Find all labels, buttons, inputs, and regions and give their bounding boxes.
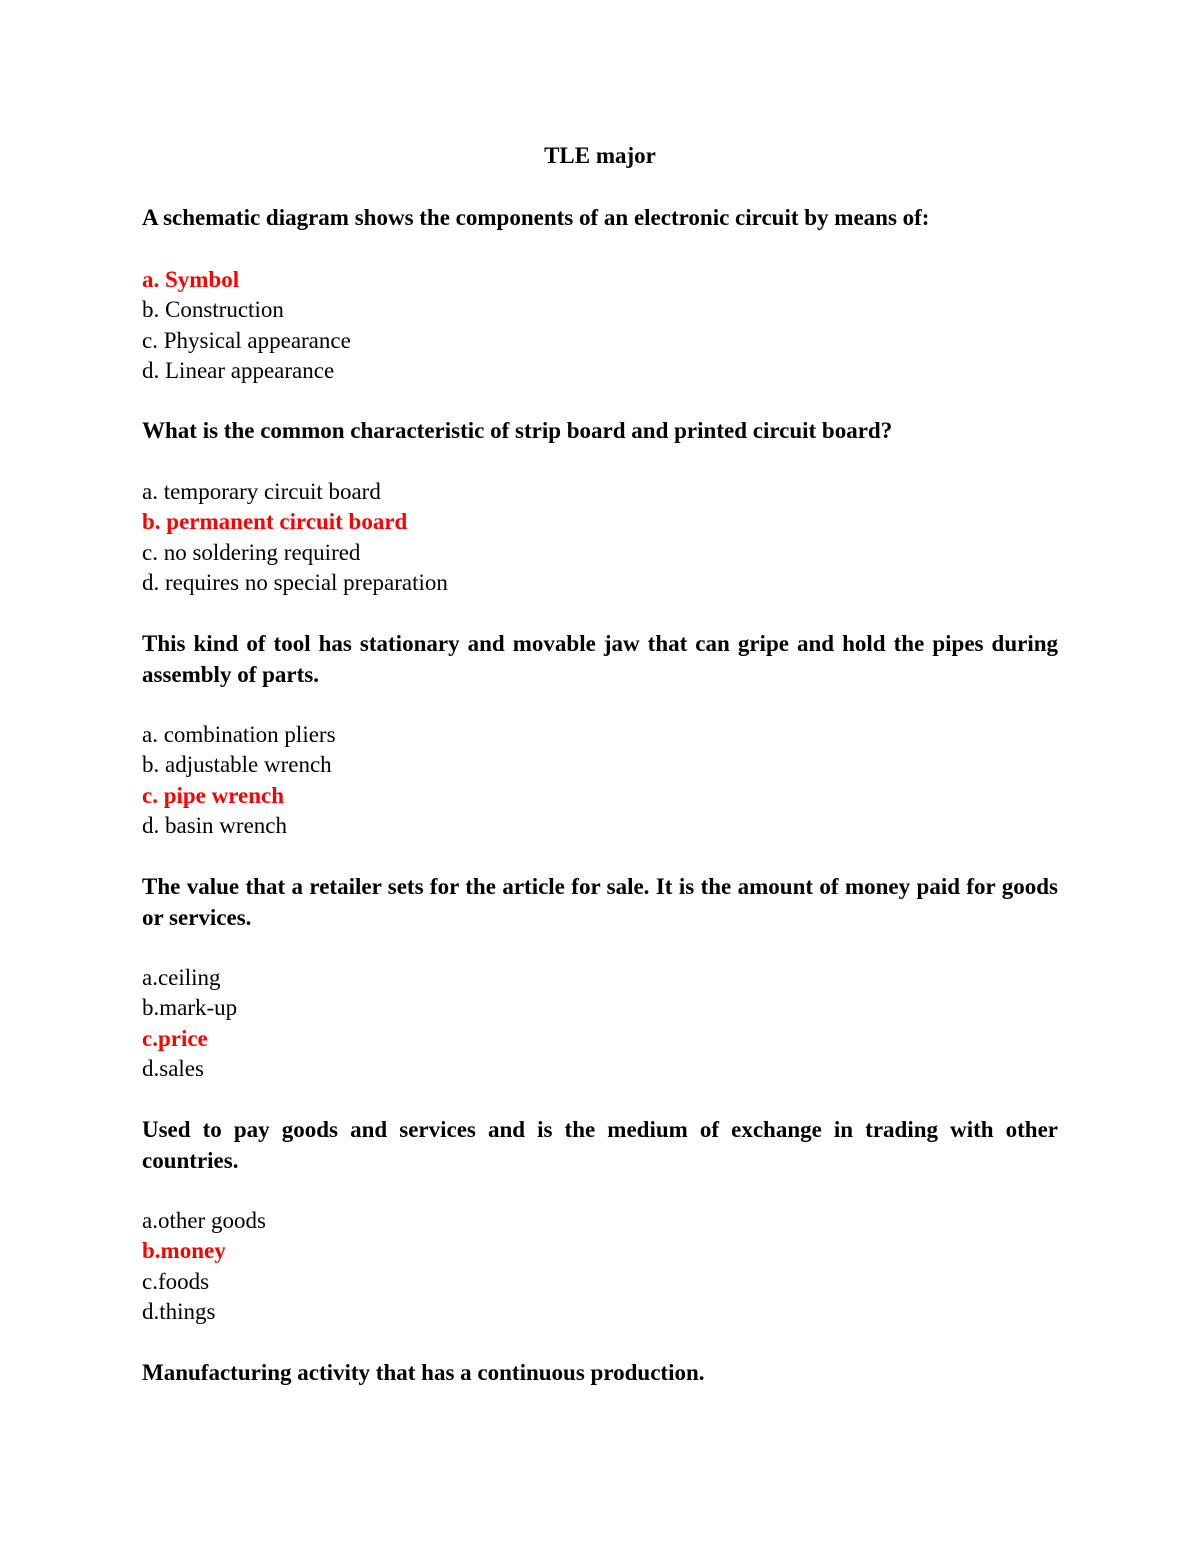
question-6-text: Manufacturing activity that has a continuous production.	[142, 1360, 705, 1385]
question-1-option-b: b. Construction	[142, 297, 284, 323]
document-title: TLE major	[544, 143, 656, 168]
question-3-option-d: d. basin wrench	[142, 813, 287, 839]
question-3-text: This kind of tool has stationary and movable jaw that can gripe and hold the pipes during assembly of parts.	[142, 631, 1058, 687]
question-4-options	[142, 963, 1058, 1085]
question-2-options	[142, 477, 1058, 599]
question-3-options	[142, 720, 1058, 842]
question-4-option-c: c.price	[142, 1025, 208, 1051]
question-3-option-b: b. adjustable wrench	[142, 752, 332, 778]
question-5-option-c: c.foods	[142, 1268, 210, 1294]
question-5-options	[142, 1206, 1058, 1328]
question-4-option-d: d.sales	[142, 1056, 204, 1082]
question-2-option-c: c. no soldering required	[142, 539, 361, 565]
question-2-option-d: d. requires no special preparation	[142, 570, 448, 596]
question-2-option-b: b. permanent circuit board	[142, 509, 408, 535]
question-3-option-c: c. pipe wrench	[142, 782, 285, 808]
question-5-option-b: b.money	[142, 1238, 226, 1264]
question-1-option-c: c. Physical appearance	[142, 327, 351, 353]
question-5-option-a: a.other goods	[142, 1208, 266, 1233]
question-5-option-d: d.things	[142, 1299, 216, 1325]
question-1-option-d: d. Linear appearance	[142, 358, 335, 384]
question-4-text: The value that a retailer sets for the article for sale. It is the amount of money paid for goods or services.	[142, 874, 1058, 930]
question-3-option-a: a. combination pliers	[142, 722, 336, 747]
question-2-text: What is the common characteristic of strip board and printed circuit board?	[142, 418, 893, 443]
question-1-options	[142, 265, 1058, 387]
question-1-text: A schematic diagram shows the components of an electronic circuit by means of:	[142, 205, 930, 230]
question-1-option-a: a. Symbol	[142, 267, 240, 292]
question-4-option-b: b.mark-up	[142, 995, 238, 1021]
question-5-text: Used to pay goods and services and is the medium of exchange in trading with other countries.	[142, 1117, 1058, 1173]
question-4-option-a: a.ceiling	[142, 965, 221, 990]
question-2-option-a: a. temporary circuit board	[142, 479, 381, 504]
